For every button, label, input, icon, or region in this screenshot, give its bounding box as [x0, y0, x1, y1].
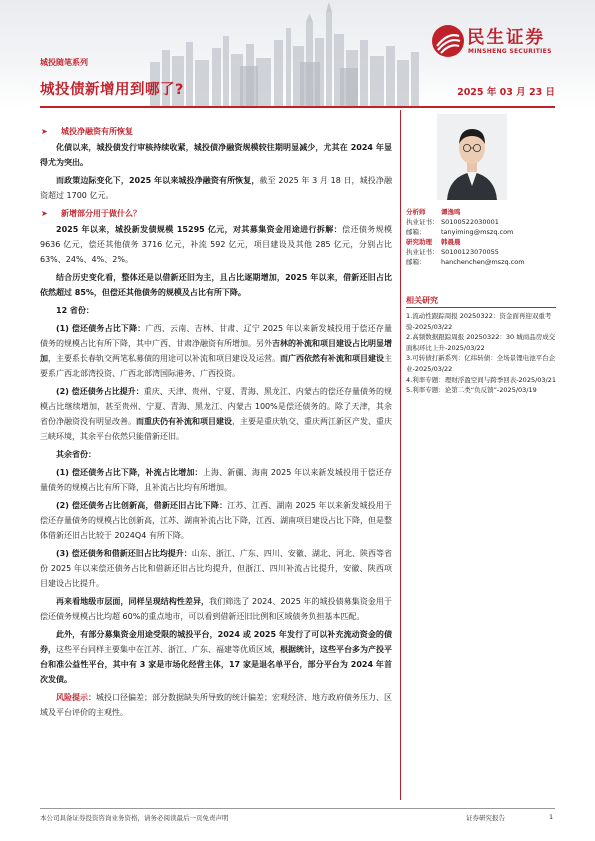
risk-warning: 风险提示：城投口径偏差；部分数据缺失所导致的统计偏差；宏观经济、地方政府债务压力、区域及平台评价的主观性。 — [40, 693, 392, 717]
footer-rule — [40, 808, 555, 809]
report-header — [0, 0, 595, 108]
related-item[interactable]: 1.流动性跟踪周报 20250322：资金面再迎双重考验-2025/03/22 — [406, 312, 552, 331]
analyst-row: 分析师 谭逸鸣 — [406, 208, 461, 216]
related-research-title: 相关研究 — [406, 296, 438, 305]
analyst-info: 分析师 谭逸鸣 执业证书： S0100522030001 邮箱： tanyiming@mszq.com 研究助理 韩晨晨 执业证书： S0100123070055 邮箱： hanchenchen@mszq.com — [406, 207, 556, 267]
paragraph: (3) 偿还债务和借新还旧占比均提升：山东、浙江、广东、四川、安徽、湖北、河北、陕西等省份 2025 年以来偿还债务占比和借新还旧占比均提升，但浙江、四川补流占比提升，安徽、陕西项目建设占比提升。 — [40, 549, 392, 588]
related-divider — [406, 307, 556, 308]
related-item[interactable]: 3.可转债打新系列：亿纬转债：全场景锂电池平台企业-2025/03/22 — [406, 354, 556, 373]
paragraph: 结合历史变化看，整体还是以借新还旧为主，且占比逐期增加，2025 年以来，借新还旧占比依然超过 85%，但偿还其他债务的规模及占比有所下降。 — [40, 273, 392, 297]
analyst-photo — [437, 114, 507, 200]
page-number: 1 — [549, 813, 554, 821]
paragraph: 2025 年以来，城投新发债规模 15295 亿元，对其募集资金用途进行拆解：偿还债务规模 9636 亿元，偿还其他债务 3716 亿元，补流 592 亿元，项目建设及其他 285 亿元，分别占比 63%、24%、4%、2%。 — [40, 225, 392, 264]
column-divider — [400, 110, 401, 800]
paragraph: 12 省份： — [56, 306, 94, 315]
paragraph: (1) 偿还债务占比下降：广西、云南、吉林、甘肃、辽宁 2025 年以来新发城投用于偿还存量债务的规模占比有所下降，其中广西、甘肃净融资有所增加。另外吉林的补流和项目建设占比明显增加，主要系长春轨交两笔私募债的用途可以补流和项目建设及运营。而广西依然有补流和项目建设主要系广西北部湾投资、广西北部湾国际港务、广西投资。 — [40, 324, 392, 378]
paragraph: 此外，有部分募集资金用途受限的城投平台，2024 或 2025 年发行了可以补充流动资金的债券，这些平台同样主要集中在江苏、浙江、广东、福建等优质区域，根据统计，这些平台多为产投平台和准公益性平台，其中有 3 家是市场化经营主体，17 家是退名单平台，部分平台为 2024 年首次发债。 — [40, 630, 392, 684]
footer-report-type: 证券研究报告 — [466, 814, 505, 822]
report-body — [40, 124, 392, 723]
assistant-row: 研究助理 韩晨晨 — [406, 238, 461, 246]
report-date: 2025 年 03 月 23 日 — [457, 87, 555, 98]
footer-disclaimer: 本公司具备证券投资咨询业务资格，请务必阅读最后一页免责声明 — [40, 814, 229, 822]
header-rule — [40, 106, 555, 108]
minsheng-logo-icon — [431, 24, 465, 58]
brand-logo — [431, 24, 571, 68]
paragraph: (2) 偿还债务占比创新高，借新还旧占比下降：江苏、江西、湖南 2025 年以来新发城投用于偿还存量债务的规模占比创新高，江苏、湖南补流占比下降，江西、湖南项目建设占比下降，但是整体借新还旧占比较于 2024Q4 有所下降。 — [40, 501, 392, 540]
section-heading-1: ➤ 城投净融资有所恢复 — [40, 124, 392, 139]
related-research-list — [406, 311, 556, 396]
report-title: 城投债新增用到哪了? — [40, 82, 184, 98]
analyst-email[interactable]: tanyiming@mszq.com — [441, 228, 514, 236]
brand-name-en: MINSHENG SECURITIES — [468, 48, 552, 55]
report-series: 城投随笔系列 — [40, 58, 88, 67]
paragraph: 而政策边际变化下，2025 年以来城投净融资有所恢复，截至 2025 年 3 月 18 日，城投净融资超过 1700 亿元。 — [40, 176, 392, 200]
avatar — [437, 114, 507, 200]
paragraph: (1) 偿还债务占比下降，补流占比增加：上海、新疆、海南 2025 年以来新发城投用于偿还存量债务的规模占比有所下降，且补流占比均有所增加。 — [40, 468, 392, 492]
brand-name-cn: 民生证券 — [467, 28, 545, 48]
paragraph: (2) 偿还债务占比提升：重庆、天津、贵州、宁夏、青海、黑龙江、内蒙古的偿还存量债务的规模占比继续增加，甚至贵州、宁夏、青海、黑龙江、内蒙古 100%是偿还债务的。除了天津，其余省份净融资没有明显改善。而重庆仍有补流和项目建设，主要是重庆轨交、重庆两江新区产发、重庆三峡环境，其余平台依然只能借新还旧。 — [40, 387, 392, 441]
paragraph: 再来看地级市层面，同样呈现结构性差异，我们筛选了 2024、2025 年的城投债募集资金用于偿还债务规模占比均超 60%的重点地市，可以看到借新还旧比例和区域债务负担基本匹配。 — [40, 597, 392, 621]
paragraph: 化债以来，城投债发行审核持续收紧，城投债净融资规模较往期明显减少，尤其在 2024 年显得尤为突出。 — [40, 143, 392, 167]
arrow-right-icon: ➤ — [41, 127, 48, 136]
related-item[interactable]: 2.高频数据跟踪周报 20250322：30 城商品房成交面积环比上升-2025/03/22 — [406, 333, 556, 352]
assistant-cert: S0100123070055 — [441, 248, 499, 256]
arrow-right-icon: ➤ — [41, 209, 48, 218]
section-heading-2: ➤ 新增部分用于做什么？ — [40, 206, 392, 221]
related-item[interactable]: 5.利率专题：论第二类“负反馈”-2025/03/19 — [406, 386, 537, 395]
assistant-email[interactable]: hanchenchen@mszq.com — [441, 258, 525, 266]
analyst-cert: S0100522030001 — [441, 218, 499, 226]
paragraph: 其余省份： — [56, 450, 96, 459]
related-item[interactable]: 4.利率专题：理财浮盈空间与跨季回表-2025/03/21 — [406, 375, 557, 384]
